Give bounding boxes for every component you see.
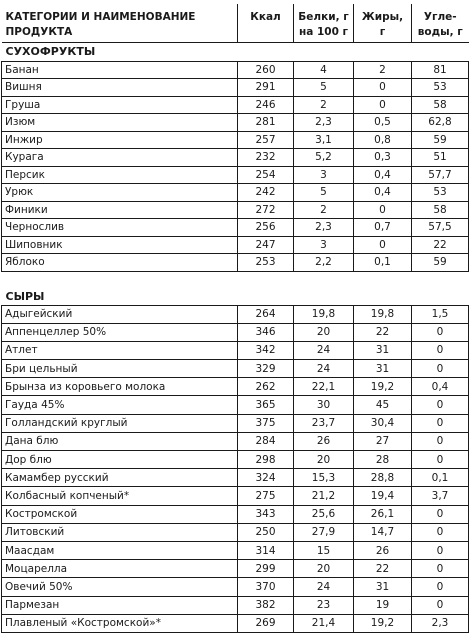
cell-name: Адыгейский [2, 305, 238, 323]
cell-kcal: 275 [238, 487, 294, 505]
cell-protein: 20 [294, 560, 354, 578]
cell-fat: 0,3 [354, 149, 412, 167]
cell-kcal: 298 [238, 451, 294, 469]
cell-protein: 3 [294, 166, 354, 184]
cell-fat: 19,2 [354, 378, 412, 396]
cell-kcal: 346 [238, 323, 294, 341]
table-row [2, 451, 469, 469]
cell-carbs: 81 [412, 61, 469, 79]
cell-name: Дор блю [2, 451, 238, 469]
table-row [2, 596, 469, 614]
table-header [2, 4, 469, 42]
cell-protein: 23,7 [294, 414, 354, 432]
cell-carbs: 2,3 [412, 614, 469, 632]
cell-name: Атлет [2, 341, 238, 359]
cell-protein: 24 [294, 360, 354, 378]
table-row [2, 541, 469, 559]
cell-name: Дана блю [2, 432, 238, 450]
cell-kcal: 365 [238, 396, 294, 414]
header-kcal: Ккал [238, 4, 294, 42]
cell-fat: 31 [354, 578, 412, 596]
cell-protein: 26 [294, 432, 354, 450]
cell-carbs: 3,7 [412, 487, 469, 505]
cell-carbs: 0 [412, 451, 469, 469]
cell-name: Изюм [2, 114, 238, 132]
header-carbs: Угле-воды, г [412, 4, 469, 42]
cell-carbs: 0,4 [412, 378, 469, 396]
cell-carbs: 0 [412, 560, 469, 578]
cell-carbs: 0 [412, 523, 469, 541]
cell-kcal: 257 [238, 131, 294, 149]
cell-protein: 15 [294, 541, 354, 559]
cell-kcal: 254 [238, 166, 294, 184]
cell-name: Персик [2, 166, 238, 184]
cell-fat: 19 [354, 596, 412, 614]
cell-kcal: 324 [238, 469, 294, 487]
cell-carbs: 0 [412, 541, 469, 559]
cell-carbs: 53 [412, 79, 469, 97]
cell-fat: 14,7 [354, 523, 412, 541]
cell-kcal: 343 [238, 505, 294, 523]
cell-protein: 21,4 [294, 614, 354, 632]
table-row [2, 236, 469, 254]
cell-protein: 5,2 [294, 149, 354, 167]
cell-name: Груша [2, 96, 238, 114]
cell-carbs: 0 [412, 341, 469, 359]
cell-name: Финики [2, 201, 238, 219]
cell-fat: 26,1 [354, 505, 412, 523]
cell-fat: 0,1 [354, 254, 412, 272]
cell-name: Шиповник [2, 236, 238, 254]
cell-protein: 3,1 [294, 131, 354, 149]
cell-name: Бри цельный [2, 360, 238, 378]
section-title: СУХОФРУКТЫ [5, 45, 96, 58]
cell-carbs: 59 [412, 131, 469, 149]
cell-carbs: 0 [412, 414, 469, 432]
cell-name: Яблоко [2, 254, 238, 272]
cell-kcal: 375 [238, 414, 294, 432]
table-row [2, 254, 469, 272]
cell-protein: 23 [294, 596, 354, 614]
cell-name: Маасдам [2, 541, 238, 559]
cell-carbs: 0 [412, 596, 469, 614]
table-row [2, 396, 469, 414]
cell-name: Вишня [2, 79, 238, 97]
cell-kcal: 299 [238, 560, 294, 578]
cell-kcal: 281 [238, 114, 294, 132]
cell-kcal: 269 [238, 614, 294, 632]
cell-carbs: 1,5 [412, 305, 469, 323]
cell-name: Урюк [2, 184, 238, 202]
table-row [2, 432, 469, 450]
table-row [2, 578, 469, 596]
cell-fat: 19,4 [354, 487, 412, 505]
table-row [2, 184, 469, 202]
table-row [2, 523, 469, 541]
cell-fat: 0,8 [354, 131, 412, 149]
section-heading-row [2, 42, 469, 61]
cell-protein: 3 [294, 236, 354, 254]
cell-kcal: 370 [238, 578, 294, 596]
cell-name: Аппенцеллер 50% [2, 323, 238, 341]
table-row [2, 560, 469, 578]
table-row [2, 414, 469, 432]
cell-carbs: 0,1 [412, 469, 469, 487]
table-row [2, 505, 469, 523]
header-protein: Белки, г на 100 г [294, 4, 354, 42]
cell-fat: 0,4 [354, 184, 412, 202]
cell-carbs: 57,5 [412, 219, 469, 237]
cell-kcal: 256 [238, 219, 294, 237]
cell-name: Костромской [2, 505, 238, 523]
cell-fat: 31 [354, 341, 412, 359]
cell-fat: 31 [354, 360, 412, 378]
cell-name: Голландский круглый [2, 414, 238, 432]
cell-kcal: 314 [238, 541, 294, 559]
table-row [2, 96, 469, 114]
cell-name: Литовский [2, 523, 238, 541]
cell-carbs: 58 [412, 96, 469, 114]
table-row [2, 360, 469, 378]
cell-protein: 22,1 [294, 378, 354, 396]
cell-protein: 2,3 [294, 219, 354, 237]
cell-fat: 0 [354, 201, 412, 219]
cell-name: Колбасный копченый* [2, 487, 238, 505]
table-row [2, 487, 469, 505]
cell-protein: 4 [294, 61, 354, 79]
cell-name: Плавленый «Костромской»* [2, 614, 238, 632]
cell-protein: 2 [294, 96, 354, 114]
table-row [2, 131, 469, 149]
cell-kcal: 262 [238, 378, 294, 396]
cell-carbs: 0 [412, 396, 469, 414]
section-title: СЫРЫ [5, 290, 45, 304]
cell-carbs: 0 [412, 505, 469, 523]
cell-carbs: 51 [412, 149, 469, 167]
cell-fat: 0 [354, 236, 412, 254]
table-row [2, 201, 469, 219]
cell-protein: 15,3 [294, 469, 354, 487]
cell-name: Моцарелла [2, 560, 238, 578]
cell-protein: 20 [294, 451, 354, 469]
table-row [2, 219, 469, 237]
cell-protein: 5 [294, 184, 354, 202]
cell-fat: 0 [354, 79, 412, 97]
cell-fat: 2 [354, 61, 412, 79]
cell-name: Пармезан [2, 596, 238, 614]
cell-carbs: 0 [412, 323, 469, 341]
table-body [2, 42, 469, 632]
cell-kcal: 291 [238, 79, 294, 97]
table-row [2, 341, 469, 359]
table-row [2, 114, 469, 132]
table-row [2, 149, 469, 167]
table-row [2, 166, 469, 184]
cell-protein: 30 [294, 396, 354, 414]
cell-kcal: 242 [238, 184, 294, 202]
table-row [2, 614, 469, 632]
cell-kcal: 342 [238, 341, 294, 359]
cell-protein: 25,6 [294, 505, 354, 523]
cell-kcal: 246 [238, 96, 294, 114]
cell-kcal: 329 [238, 360, 294, 378]
cell-name: Брынза из коровьего молока [2, 378, 238, 396]
section-spacer [2, 271, 469, 289]
cell-name: Инжир [2, 131, 238, 149]
cell-fat: 0 [354, 96, 412, 114]
cell-carbs: 62,8 [412, 114, 469, 132]
cell-protein: 21,2 [294, 487, 354, 505]
table-row [2, 378, 469, 396]
cell-fat: 28,8 [354, 469, 412, 487]
cell-protein: 2 [294, 201, 354, 219]
cell-protein: 19,8 [294, 305, 354, 323]
cell-kcal: 247 [238, 236, 294, 254]
cell-carbs: 0 [412, 432, 469, 450]
section-heading-row [2, 289, 469, 305]
cell-fat: 30,4 [354, 414, 412, 432]
cell-fat: 28 [354, 451, 412, 469]
cell-kcal: 272 [238, 201, 294, 219]
cell-fat: 0,4 [354, 166, 412, 184]
cell-kcal: 260 [238, 61, 294, 79]
cell-fat: 26 [354, 541, 412, 559]
cell-name: Камамбер русский [2, 469, 238, 487]
cell-fat: 22 [354, 560, 412, 578]
table-row [2, 305, 469, 323]
cell-kcal: 382 [238, 596, 294, 614]
cell-carbs: 53 [412, 184, 469, 202]
cell-fat: 0,5 [354, 114, 412, 132]
cell-protein: 20 [294, 323, 354, 341]
table-row [2, 469, 469, 487]
cell-carbs: 22 [412, 236, 469, 254]
table-row [2, 79, 469, 97]
table-row [2, 323, 469, 341]
cell-carbs: 57,7 [412, 166, 469, 184]
header-name: КАТЕГОРИИ И НАИМЕНОВАНИЕ ПРОДУКТА [5, 11, 196, 38]
cell-name: Гауда 45% [2, 396, 238, 414]
cell-protein: 2,3 [294, 114, 354, 132]
cell-name: Банан [2, 61, 238, 79]
cell-fat: 22 [354, 323, 412, 341]
cell-protein: 27,9 [294, 523, 354, 541]
cell-carbs: 59 [412, 254, 469, 272]
cell-kcal: 264 [238, 305, 294, 323]
cell-carbs: 0 [412, 578, 469, 596]
cell-carbs: 0 [412, 360, 469, 378]
cell-fat: 19,8 [354, 305, 412, 323]
cell-kcal: 284 [238, 432, 294, 450]
header-fat: Жиры, г [354, 4, 412, 42]
cell-name: Чернослив [2, 219, 238, 237]
cell-fat: 27 [354, 432, 412, 450]
cell-name: Курага [2, 149, 238, 167]
cell-protein: 2,2 [294, 254, 354, 272]
cell-kcal: 232 [238, 149, 294, 167]
cell-fat: 19,2 [354, 614, 412, 632]
cell-kcal: 250 [238, 523, 294, 541]
cell-fat: 45 [354, 396, 412, 414]
cell-protein: 24 [294, 341, 354, 359]
cell-fat: 0,7 [354, 219, 412, 237]
cell-protein: 24 [294, 578, 354, 596]
cell-protein: 5 [294, 79, 354, 97]
table-row [2, 61, 469, 79]
cell-kcal: 253 [238, 254, 294, 272]
cell-carbs: 58 [412, 201, 469, 219]
nutrition-table [1, 4, 469, 633]
cell-name: Овечий 50% [2, 578, 238, 596]
